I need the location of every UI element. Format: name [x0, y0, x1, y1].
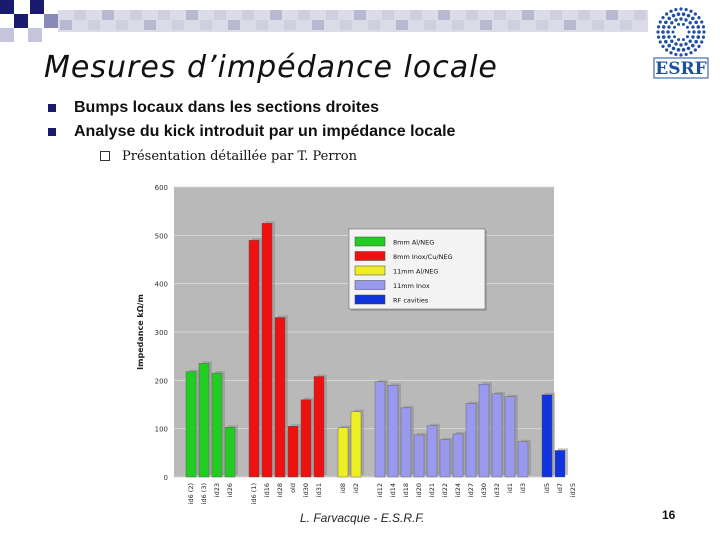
x-tick-label: id8: [339, 483, 347, 494]
x-tick-label: id3: [519, 483, 527, 494]
footer-author: L. Farvacque - E.S.R.F.: [300, 511, 425, 525]
bar: [375, 382, 385, 477]
x-tick-label: id5: [543, 483, 551, 494]
y-tick-label: 200: [154, 377, 168, 386]
bar: [555, 450, 565, 477]
x-tick-label: id32: [493, 483, 501, 498]
x-tick-label: id31: [315, 483, 323, 498]
y-tick-label: 0: [163, 474, 168, 482]
x-tick-label: id24: [454, 483, 462, 498]
x-tick-label: id1: [506, 483, 514, 494]
logo-dots: [656, 7, 705, 56]
bar: [505, 397, 515, 477]
bullet-square-icon: [48, 128, 56, 136]
page-number: 16: [662, 508, 676, 522]
x-tick-label: id2: [352, 483, 360, 494]
x-tick-label: id6 (2): [187, 483, 195, 505]
bar: [338, 428, 348, 477]
bar: [288, 426, 298, 477]
legend-swatch: [355, 266, 385, 275]
legend-label: 11mm Inox: [393, 282, 430, 290]
hollow-square-icon: [100, 151, 110, 161]
bar: [440, 440, 450, 477]
x-tick-label: id26: [226, 483, 234, 498]
x-tick-label: id18: [402, 483, 410, 498]
x-tick-label: id22: [441, 483, 449, 498]
y-tick-label: 500: [154, 232, 168, 241]
bullet-text: Analyse du kick introduit par un impédance locale: [74, 123, 456, 140]
logo-text: ESRF: [655, 59, 707, 79]
bar: [453, 434, 463, 477]
bar: [479, 384, 489, 477]
x-tick-label: id6 (1): [250, 483, 258, 505]
impedance-bar-chart: [134, 181, 577, 523]
bar: [466, 404, 476, 477]
x-tick-label: id21: [428, 483, 436, 498]
esrf-logo: [648, 6, 714, 78]
bar: [249, 240, 259, 477]
bar: [414, 435, 424, 477]
bullet-square-icon: [48, 104, 56, 112]
legend-label: 8mm Al/NEG: [393, 238, 435, 247]
bar: [351, 412, 361, 477]
legend-label: 8mm Inox/Cu/NEG: [393, 253, 453, 261]
x-tick-label: id14: [389, 483, 397, 498]
legend-swatch: [355, 237, 385, 246]
y-axis-label: Impedance kΩ/m: [136, 294, 145, 370]
y-tick-label: 400: [154, 280, 168, 289]
sub-bullet-text: Présentation détaillée par T. Perron: [122, 148, 357, 164]
bar: [314, 376, 324, 477]
bar: [401, 408, 411, 477]
x-tick-label: id16: [263, 483, 271, 498]
x-tick-label: id12: [376, 483, 384, 498]
slide-title: Mesures d’impédance locale: [44, 50, 498, 85]
sub-bullet-item: [100, 144, 684, 168]
bar: [542, 395, 552, 477]
x-tick-label: id28: [276, 483, 284, 498]
legend-swatch: [355, 252, 385, 261]
x-tick-label: id6 (3): [200, 483, 208, 505]
x-tick-label: id30: [480, 483, 488, 498]
header-decoration: [0, 0, 720, 48]
legend-swatch: [355, 295, 385, 304]
bar: [301, 400, 311, 477]
x-tick-label: id30: [302, 483, 310, 498]
legend-swatch: [355, 281, 385, 290]
bar: [225, 427, 235, 477]
bar: [186, 372, 196, 477]
bar: [199, 363, 209, 477]
bar: [212, 373, 222, 477]
x-tick-label: id20: [415, 483, 423, 498]
bar: [427, 426, 437, 477]
x-tick-label: id23: [213, 483, 221, 498]
bar: [518, 442, 528, 477]
y-tick-label: 600: [154, 184, 168, 192]
bar: [388, 385, 398, 477]
legend-label: RF cavities: [393, 296, 429, 305]
y-tick-label: 300: [154, 329, 168, 337]
x-tick-label: id27: [467, 483, 475, 498]
x-tick-label: old: [289, 483, 297, 493]
bullet-text: Bumps locaux dans les sections droites: [74, 99, 379, 116]
x-tick-label: id25: [569, 483, 577, 498]
bar: [492, 394, 502, 477]
x-tick-label: id7: [556, 483, 564, 494]
legend-label: 11mm Al/NEG: [393, 267, 439, 276]
y-tick-label: 100: [154, 425, 168, 434]
bar: [275, 318, 285, 478]
bar: [262, 223, 272, 477]
bullet-item: [44, 120, 684, 144]
bullet-item: [44, 96, 684, 120]
bullet-list: [44, 96, 684, 168]
